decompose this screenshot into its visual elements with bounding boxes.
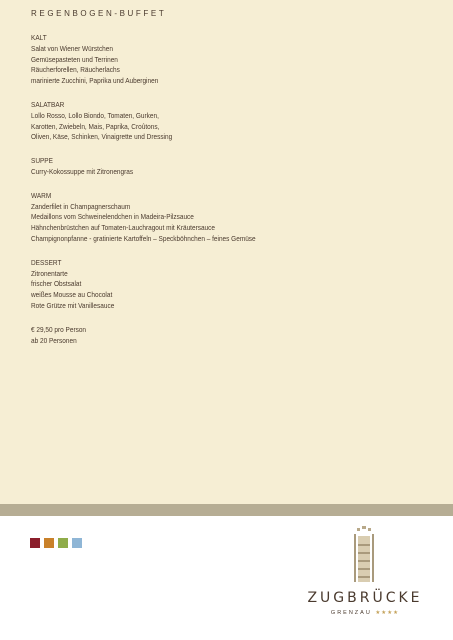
- color-square: [44, 538, 54, 548]
- menu-item: Oliven, Käse, Schinken, Vinaigrette und Dressing: [31, 132, 173, 142]
- color-squares: [30, 538, 82, 548]
- menu-title: REGENBOGEN-BUFFET: [31, 9, 167, 18]
- menu-item: frischer Obstsalat: [31, 279, 82, 289]
- menu-item: Salat von Wiener Würstchen: [31, 43, 113, 53]
- section-heading: SUPPE: [31, 156, 53, 166]
- menu-item: Gemüsepasteten und Terrinen: [31, 54, 118, 64]
- section-heading: DESSERT: [31, 257, 62, 267]
- section-heading: WARM: [31, 190, 52, 200]
- menu-section-suppe: [31, 156, 431, 178]
- price-block: [31, 325, 431, 347]
- menu-item: Rote Grütze mit Vanillesauce: [31, 300, 115, 310]
- menu-item: weißes Mousse au Chocolat: [31, 290, 113, 300]
- menu-item: Lollo Rosso, Lollo Biondo, Tomaten, Gurken,: [31, 110, 159, 120]
- color-square: [72, 538, 82, 548]
- color-square: [30, 538, 40, 548]
- menu-item: Zitronentarte: [31, 268, 68, 278]
- star-rating: ★★★★: [375, 610, 400, 616]
- menu-item: Hähnchenbrüstchen auf Tomaten-Lauchragout mit Kräutersauce: [31, 223, 215, 233]
- drawbridge-tower-icon: [352, 526, 376, 584]
- logo-location: GRENZAU: [330, 610, 372, 616]
- logo-subline: [300, 610, 430, 616]
- menu-section-salatbar: [31, 100, 431, 143]
- footer-stripe: [0, 504, 453, 516]
- menu-item: Karotten, Zwiebeln, Mais, Paprika, Croûtons,: [31, 121, 160, 131]
- logo-wordmark: ZUGBRÜCKE: [307, 590, 423, 606]
- menu-section-warm: [31, 191, 431, 245]
- price: € 29,50 pro Person: [31, 324, 87, 334]
- zugbruecke-logo: [300, 526, 430, 626]
- menu-item: Räucherforellen, Räucherlachs: [31, 65, 120, 75]
- section-heading: KALT: [31, 33, 47, 42]
- menu-item: Champignonpfanne - gratinierte Kartoffeln – Speckböhnchen – feines Gemüse: [31, 233, 256, 243]
- minimum-guests: ab 20 Personen: [31, 335, 77, 345]
- menu-item: Zanderfilet in Champagnerschaum: [31, 201, 131, 211]
- menu-page: [31, 8, 431, 359]
- color-square: [58, 538, 68, 548]
- menu-item: Medaillons vom Schweinelendchen in Madeira-Pilzsauce: [31, 212, 194, 222]
- menu-item: marinierte Zucchini, Paprika und Auberginen: [31, 76, 159, 86]
- menu-section-kalt: [31, 33, 431, 87]
- section-heading: SALATBAR: [31, 99, 65, 109]
- menu-item: Curry-Kokossuppe mit Zitronengras: [31, 166, 134, 176]
- menu-section-dessert: [31, 258, 431, 312]
